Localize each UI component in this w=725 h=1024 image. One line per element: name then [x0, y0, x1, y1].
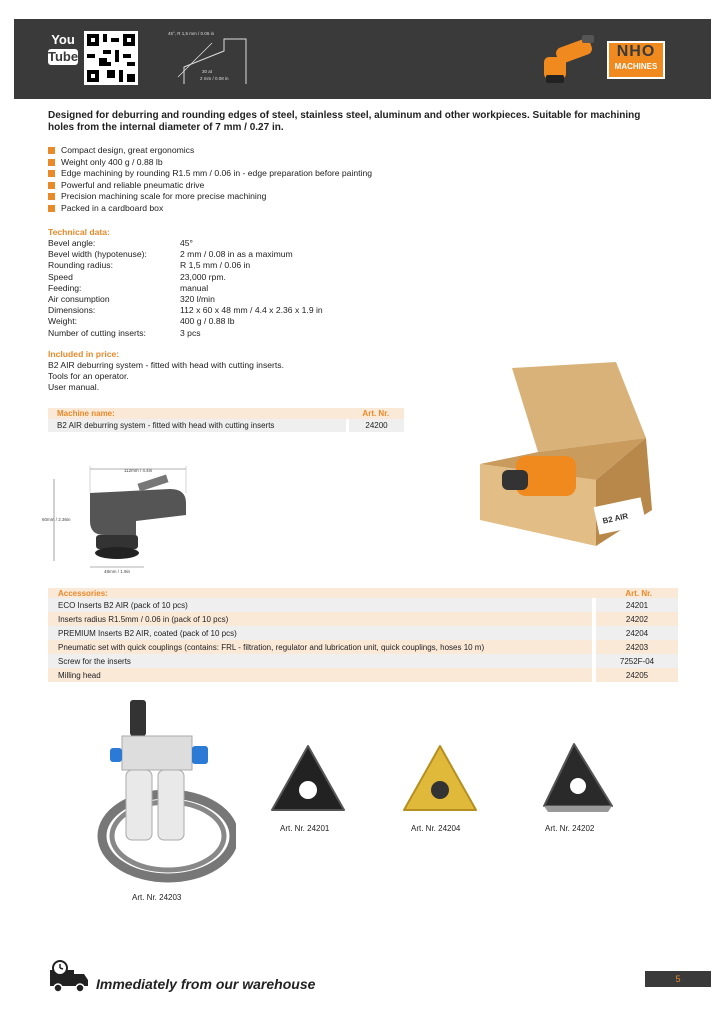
tech-value: 3 pcs	[180, 327, 201, 338]
width-dimension-label: 112mm / 4.4in	[123, 468, 153, 473]
machine-name-cell: B2 AIR deburring system - fitted with head with cutting inserts	[48, 419, 348, 432]
technical-title: Technical data:	[48, 227, 110, 237]
technical-data	[48, 238, 323, 339]
accessories-col-nr: Art. Nr.	[594, 588, 678, 598]
table-row	[48, 668, 678, 682]
accessory-name: Screw for the inserts	[48, 654, 594, 668]
tech-row	[48, 283, 323, 294]
feature-item: Weight only 400 g / 0.88 lb	[48, 157, 372, 169]
tech-value: 2 mm / 0.08 in as a maximum	[180, 249, 293, 260]
caption-24201: Art. Nr. 24201	[280, 824, 330, 833]
delivery-truck-icon	[48, 960, 90, 996]
accessory-name: ECO Inserts B2 AIR (pack of 10 pcs)	[48, 598, 594, 612]
tech-value: 400 g / 0.88 lb	[180, 316, 235, 327]
feature-item: Edge machining by rounding R1.5 mm / 0.06 in - edge preparation before painting	[48, 168, 372, 180]
tech-row	[48, 272, 323, 283]
caption-24203: Art. Nr. 24203	[132, 893, 182, 902]
eco-insert-icon	[268, 740, 348, 820]
machine-table	[48, 408, 404, 432]
pneumatic-set-photo	[96, 696, 236, 886]
table-row	[48, 598, 678, 612]
table-row	[48, 626, 678, 640]
header-banner	[14, 19, 711, 99]
accessories-col-name: Accessories:	[48, 588, 594, 598]
diagram-label-radius: 45°, R 1,5 mm / 0.06 in	[168, 31, 215, 36]
accessory-name: PREMIUM Inserts B2 AIR, coated (pack of 10 pcs)	[48, 626, 594, 640]
machine-col-name: Machine name:	[48, 408, 348, 419]
feature-list	[48, 145, 372, 215]
included-list	[48, 360, 284, 393]
tech-key: Bevel width (hypotenuse):	[48, 249, 147, 260]
deburring-tool-icon	[534, 33, 600, 87]
page-number: 5	[645, 971, 711, 987]
accessory-name: Pneumatic set with quick couplings (contains: FRL - filtration, regulator and lubrication unit, quick couplings, hoses 10 m)	[48, 640, 594, 654]
tech-value: 112 x 60 x 48 mm / 4.4 x 2.36 x 1.9 in	[180, 305, 323, 316]
diagram-label-angle: 30 at	[202, 69, 213, 74]
tech-key: Air consumption	[48, 294, 110, 305]
tech-value: manual	[180, 282, 209, 293]
accessory-nr: 24203	[594, 640, 678, 654]
tech-row	[48, 316, 323, 327]
tech-row	[48, 249, 323, 260]
table-row	[48, 612, 678, 626]
tech-key: Rounding radius:	[48, 260, 113, 271]
feature-item: Packed in a cardboard box	[48, 203, 372, 215]
logo-bottom-text: MACHINES	[614, 62, 658, 71]
intro-text: Designed for deburring and rounding edges of steel, stainless steel, aluminum and other workpieces. Suitable for machining holes from the internal diameter of 7 mm / 0.27 in.	[48, 110, 641, 133]
tech-key: Feeding:	[48, 282, 82, 293]
product-box-photo	[476, 360, 656, 550]
dimension-drawing	[40, 463, 190, 575]
premium-insert-icon	[400, 740, 480, 820]
tech-key: Weight:	[48, 316, 77, 327]
diagram-label-width: 2 mm / 0.08 in	[200, 76, 229, 81]
youtube-logo[interactable]	[48, 33, 78, 73]
tech-value: R 1,5 mm / 0.06 in	[180, 260, 251, 271]
tech-row	[48, 238, 323, 249]
tech-row	[48, 294, 323, 305]
table-row	[48, 640, 678, 654]
tech-key: Number of cutting inserts:	[48, 327, 146, 338]
accessory-nr: 7252F-04	[594, 654, 678, 668]
youtube-top-text: You	[51, 32, 75, 47]
accessories-table	[48, 588, 678, 682]
footer-slogan: Immediately from our warehouse	[96, 976, 316, 992]
accessory-nr: 24204	[594, 626, 678, 640]
qr-code-icon[interactable]	[84, 31, 138, 85]
tech-row	[48, 260, 323, 271]
included-line: User manual.	[48, 382, 100, 392]
machine-col-nr: Art. Nr.	[348, 408, 404, 419]
tech-key: Bevel angle:	[48, 238, 96, 248]
tech-row	[48, 328, 323, 339]
feature-item: Precision machining scale for more precise machining	[48, 191, 372, 203]
caption-24202: Art. Nr. 24202	[545, 824, 595, 833]
caption-24204: Art. Nr. 24204	[411, 824, 461, 833]
accessory-nr: 24201	[594, 598, 678, 612]
nho-machines-logo	[607, 41, 665, 79]
accessory-name: Milling head	[48, 668, 594, 682]
tech-key: Dimensions:	[48, 305, 96, 316]
base-dimension-label: 48mm / 1.9in	[103, 569, 131, 574]
tech-value: 23,000 rpm.	[180, 271, 226, 282]
youtube-bottom-text: Tube	[48, 49, 79, 64]
table-row	[48, 654, 678, 668]
included-line: B2 AIR deburring system - fitted with head with cutting inserts.	[48, 360, 284, 370]
tech-value: 45°	[180, 238, 193, 248]
tech-value: 320 l/min	[180, 294, 215, 305]
tech-key: Speed	[48, 271, 73, 282]
feature-item: Compact design, great ergonomics	[48, 145, 372, 157]
accessory-nr: 24202	[594, 612, 678, 626]
accessory-name: Inserts radius R1.5mm / 0.06 in (pack of 10 pcs)	[48, 612, 594, 626]
tech-row	[48, 305, 323, 316]
included-title: Included in price:	[48, 349, 120, 359]
accessory-nr: 24205	[594, 668, 678, 682]
height-dimension-label: 60mm / 2.36in	[42, 517, 71, 522]
included-line: Tools for an operator.	[48, 371, 129, 381]
table-row	[48, 419, 404, 432]
radius-insert-icon	[538, 740, 618, 820]
box-label: B2 AIR	[601, 511, 630, 526]
feature-item: Powerful and reliable pneumatic drive	[48, 180, 372, 192]
bevel-diagram	[164, 29, 254, 89]
logo-top-text: NHO	[609, 43, 663, 61]
machine-nr-cell: 24200	[348, 419, 404, 432]
